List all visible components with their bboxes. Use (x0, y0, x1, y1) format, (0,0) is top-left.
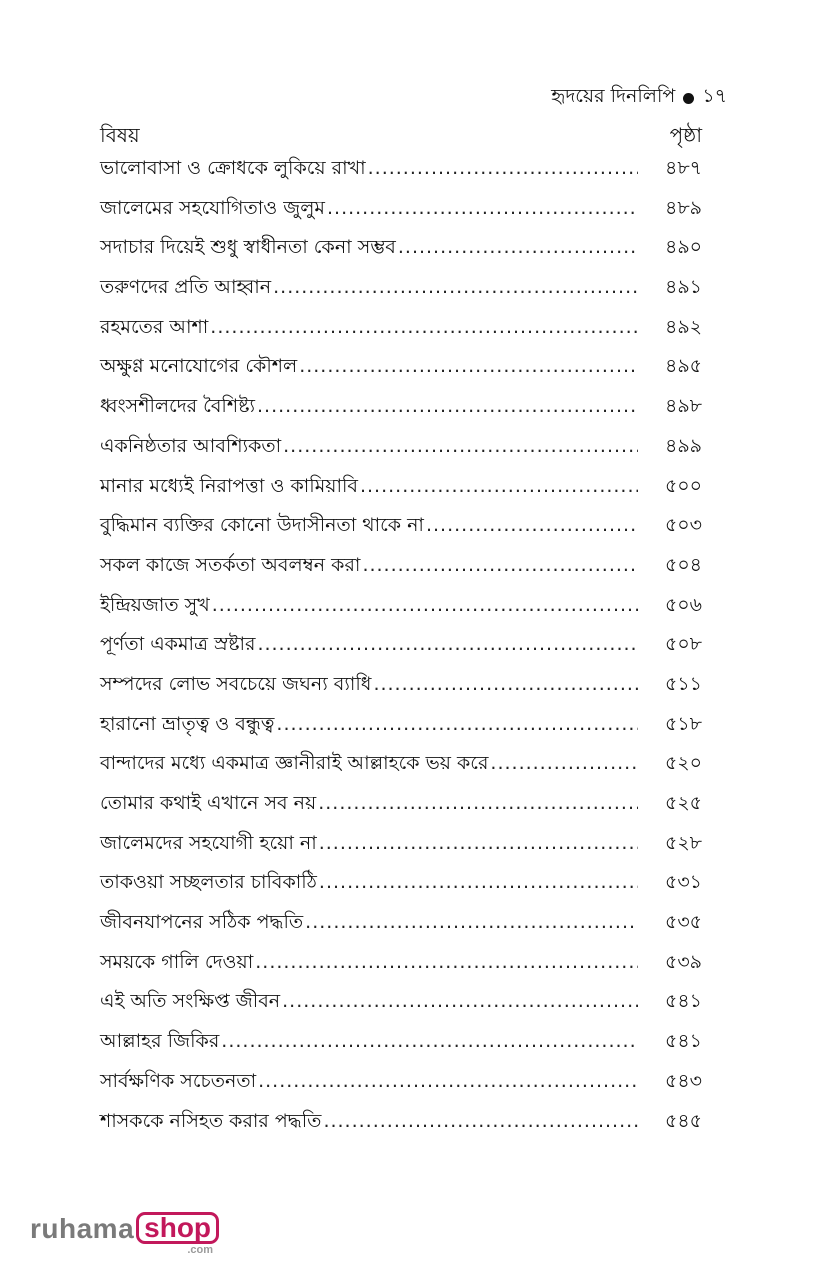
toc-header (100, 118, 702, 154)
toc-entry (100, 472, 702, 512)
logo-text-shop: shop (136, 1212, 219, 1244)
toc-entry-title: সময়কে গালি দেওয়া (100, 950, 254, 973)
toc-entry-page: ৫৪১ (665, 1030, 702, 1053)
toc-entry (100, 511, 702, 551)
toc-entry-page: ৫৪৫ (665, 1109, 702, 1132)
toc-dot-leader (273, 276, 638, 298)
toc-entry (100, 630, 702, 670)
toc-entry-title: তোমার কথাই এখানে সব নয় (100, 792, 317, 814)
toc-entry-page: ৫২৫ (664, 792, 702, 814)
toc-entry-page: ৫৪১ (665, 990, 702, 1013)
toc-dot-leader (299, 355, 638, 377)
toc-entry-page: ৫১৮ (665, 712, 702, 735)
table-of-contents (100, 118, 702, 1146)
toc-dot-leader (283, 435, 638, 457)
toc-entry-page: ৫০৪ (664, 553, 702, 576)
toc-entry (100, 789, 702, 829)
toc-dot-leader (276, 713, 638, 735)
toc-entry (100, 551, 702, 591)
toc-entry-title: অক্ষুণ্ণ মনোযোগের কৌশল (100, 355, 298, 378)
toc-entry (100, 392, 702, 432)
toc-entry-page: ৫২৮ (664, 831, 702, 854)
toc-entry-page: ৫০৬ (664, 593, 702, 616)
toc-entry (100, 1027, 702, 1067)
toc-entry-title: বুদ্ধিমান ব্যক্তির কোনো উদাসীনতা থাকে না (100, 514, 424, 537)
toc-entry (100, 352, 702, 392)
toc-entry-page: ৫৩৯ (664, 950, 702, 973)
toc-entry-title: শাসককে নসিহত করার পদ্ধতি (100, 1109, 322, 1132)
toc-dot-leader (255, 951, 638, 973)
toc-entry-page: ৫৩১ (664, 871, 702, 894)
toc-entry (100, 1107, 702, 1147)
toc-entry-page: ৫৪৩ (664, 1069, 702, 1092)
toc-entry-title: তরুণদের প্রতি আহ্বান (100, 276, 272, 299)
logo-text-ruhama: ruhama (30, 1213, 135, 1244)
toc-entry (100, 987, 702, 1027)
toc-entry-title: বান্দাদের মধ্যে একমাত্র জ্ঞানীরাই আল্লাহকে ভয় করে (100, 752, 489, 775)
toc-header-topic: বিষয় (100, 123, 140, 147)
toc-entry-page: ৫০৮ (664, 633, 702, 656)
toc-entry (100, 670, 702, 710)
toc-entry (100, 273, 702, 313)
toc-entry-page: ৫০০ (664, 474, 702, 497)
toc-entry-page: ৪৯১ (665, 276, 702, 299)
toc-entry-page: ৪৮৭ (664, 157, 702, 179)
toc-entry (100, 829, 702, 869)
toc-entry-title: তাকওয়া সচ্ছলতার চাবিকাঠি (100, 871, 317, 894)
toc-entry-title: সার্বক্ষণিক সচেতনতা (100, 1069, 257, 1092)
toc-dot-leader (323, 1110, 638, 1132)
toc-dot-leader (319, 871, 638, 893)
logo-shop-badge (134, 1212, 219, 1256)
toc-entry-title: জালেমদের সহযোগী হয়ো না (100, 831, 317, 854)
toc-dot-leader (305, 911, 638, 933)
toc-dot-leader (490, 752, 638, 774)
toc-list (100, 154, 702, 1146)
toc-entry (100, 908, 702, 948)
toc-entry (100, 194, 702, 234)
toc-entry-title: আল্লাহর জিকির (100, 1030, 220, 1053)
ruhamashop-logo (30, 1212, 219, 1256)
toc-entry (100, 948, 702, 988)
toc-entry (100, 1067, 702, 1107)
toc-entry (100, 154, 702, 194)
toc-dot-leader (257, 395, 638, 417)
toc-entry-page: ৪৯০ (664, 236, 702, 259)
toc-dot-leader (373, 673, 638, 695)
toc-dot-leader (318, 792, 638, 814)
toc-entry-title: হারানো ভ্রাতৃত্ব ও বন্ধুত্ব (100, 712, 275, 735)
toc-entry-title: ইন্দ্রিয়জাত সুখ (100, 593, 210, 616)
toc-header-page: পৃষ্ঠা (669, 123, 702, 147)
toc-entry (100, 749, 702, 789)
toc-entry (100, 710, 702, 750)
toc-entry (100, 868, 702, 908)
toc-dot-leader (426, 514, 638, 536)
toc-entry-title: জালেমের সহযোগিতাও জুলুম (100, 196, 325, 219)
toc-entry-page: ৫৩৫ (664, 911, 702, 934)
toc-dot-leader (362, 554, 638, 576)
toc-dot-leader (319, 832, 638, 854)
toc-entry (100, 313, 702, 353)
toc-dot-leader (212, 594, 638, 616)
toc-entry-title: ধ্বংসশীলদের বৈশিষ্ট্য (100, 395, 255, 418)
book-title: হৃদয়ের দিনলিপি (551, 85, 676, 107)
toc-dot-leader (221, 1030, 638, 1052)
toc-entry-page: ৪৯৯ (665, 434, 702, 457)
toc-entry-title: রহমতের আশা (100, 315, 209, 338)
bullet-dot-icon (683, 93, 694, 104)
toc-entry-title: জীবনযাপনের সঠিক পদ্ধতি (100, 911, 304, 934)
toc-dot-leader (282, 990, 638, 1012)
toc-dot-leader (368, 157, 638, 179)
toc-entry (100, 591, 702, 631)
toc-dot-leader (327, 197, 638, 219)
toc-entry-title: ভালোবাসা ও ক্রোধকে লুকিয়ে রাখা (100, 157, 366, 179)
toc-entry-title: সদাচার দিয়েই শুধু স্বাধীনতা কেনা সম্ভব (100, 236, 396, 259)
toc-entry-page: ৫২০ (664, 752, 702, 775)
toc-entry-title: সম্পদের লোভ সবচেয়ে জঘন্য ব্যাধি (100, 672, 372, 695)
toc-entry-title: এই অতি সংক্ষিপ্ত জীবন (100, 990, 281, 1013)
toc-entry (100, 432, 702, 472)
toc-dot-leader (257, 633, 638, 655)
toc-entry-title: সকল কাজে সতর্কতা অবলম্বন করা (100, 553, 361, 576)
toc-entry-page: ৫১১ (665, 672, 702, 695)
toc-entry-title: পূর্ণতা একমাত্র স্রষ্টার (100, 633, 256, 656)
toc-entry-title: একনিষ্ঠতার আবশ্যিকতা (100, 434, 282, 457)
toc-entry-page: ৪৮৯ (665, 196, 702, 219)
page-number: ১৭ (702, 85, 727, 107)
toc-entry (100, 233, 702, 273)
toc-entry-page: ৪৯৫ (665, 355, 702, 378)
toc-entry-page: ৪৯৮ (665, 395, 702, 418)
toc-entry-title: মানার মধ্যেই নিরাপত্তা ও কামিয়াবি (100, 474, 358, 497)
toc-dot-leader (398, 236, 638, 258)
toc-dot-leader (360, 475, 638, 497)
toc-dot-leader (210, 316, 638, 338)
toc-entry-page: ৫০৩ (664, 514, 702, 537)
logo-text-domain: .com (187, 1244, 214, 1256)
toc-dot-leader (258, 1070, 638, 1092)
running-head (551, 82, 727, 114)
toc-entry-page: ৪৯২ (664, 315, 702, 338)
